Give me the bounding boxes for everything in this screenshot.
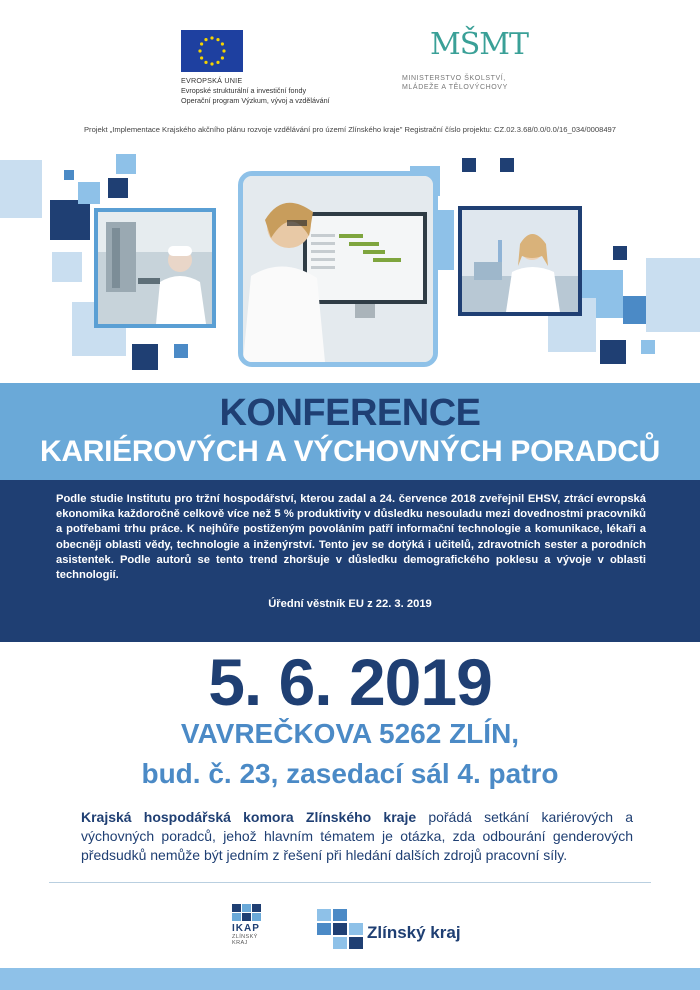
ikap-label: IKAP [232,923,260,934]
title-line-2: KARIÉROVÝCH A VÝCHOVNÝCH PORADCŮ [40,435,660,468]
ikap-grid-icon [232,904,272,921]
bottom-band [0,968,700,990]
zk-logo-square [317,923,331,935]
intro-text: Podle studie Institutu pro tržní hospodářství, kterou zadal a 24. července 2018 zveřejnil EHSV, ztrácí evropská ekonomika každoročně celkově více než 5 % produktivity v důsledku nesouladu mezi dovednostmi pracovníků a potřebami trhu práce. K nejhůře postiženým povoláním patří informační technologie a komunikace, lékaři a obecněji oblasti vědy, technologie a inženýrství. Tento jev se dotýká i učitelů, zdravotních sester a porodních asistentek. Podle autorů se tento trend zhoršuje v důsledku demografického poklesu a vývoje v oblasti technologií. [56,493,646,582]
eu-flag-icon [181,30,243,72]
msmt-line-2: MLÁDEŽE A TĚLOVÝCHOVY [402,84,508,91]
decor-square [436,210,454,270]
intro-source: Úřední věstník EU z 22. 3. 2019 [268,598,432,610]
decor-square [132,344,158,370]
decor-square [116,154,136,174]
zk-logo-square [333,909,347,921]
eu-logo-block [181,30,361,106]
decor-square [64,170,74,180]
ikap-logo [232,904,272,946]
project-line: Projekt „Implementace Krajského akčního plánu rozvoje vzdělávání pro území Zlínského kraje" Registrační číslo projektu: CZ.02.3.68/0.0/0.0/16_034/0008497 [83,125,617,134]
event-address-line-2: bud. č. 23, zasedací sál 4. patro [141,758,559,789]
event-description [81,808,633,865]
decor-square [462,158,476,172]
eu-text [181,76,361,106]
zlinsky-kraj-logo [317,909,477,949]
title-line-1: KONFERENCE [219,392,481,434]
decor-square [613,246,627,260]
zk-logo-square [333,923,347,935]
divider [49,882,651,883]
decor-square [50,200,90,240]
photo-lab-scientist [458,206,582,316]
eu-line-1: EVROPSKÁ UNIE [181,76,243,85]
photo-computer-worker [238,171,438,367]
organizer-name: Krajská hospodářská komora Zlínského kraje [81,809,417,825]
description-rest: pořádá setkání kariérových a výchovných poradců, jehož hlavním tématem je otázka, zda odbourání genderových předsudků nemůže být jedním z řešení při hledání dalších zdrojů pracovní síly. [81,809,633,863]
title-block [0,392,700,470]
decor-square [108,178,128,198]
decor-square [641,340,655,354]
zk-logo-square [317,909,331,921]
decor-square [78,182,100,204]
zk-logo-square [333,937,347,949]
zk-logo-square [349,923,363,935]
ikap-sub: ZLÍNSKÝ KRAJ [232,934,258,946]
zk-logo-square [349,937,363,949]
msmt-logo-block [398,27,538,92]
decor-square [600,340,626,364]
intro-band [0,480,700,642]
eu-line-3: Operační program Výzkum, vývoj a vzdělávání [181,96,330,105]
decor-square [646,258,700,332]
zk-label: Zlínský kraj [367,923,461,942]
msmt-logo: MŠMT [430,27,528,62]
decor-square [500,158,514,172]
event-address-line-1: VAVREČKOVA 5262 ZLÍN, [180,718,520,749]
decor-square [174,344,188,358]
msmt-line-1: MINISTERSTVO ŠKOLSTVÍ, [402,75,506,82]
decor-square [0,160,42,218]
event-date: 5. 6. 2019 [208,645,492,719]
decor-square [52,252,82,282]
eu-line-2: Evropské strukturální a investiční fondy [181,86,307,95]
msmt-text [398,74,538,92]
photo-lab-worker [94,208,216,328]
